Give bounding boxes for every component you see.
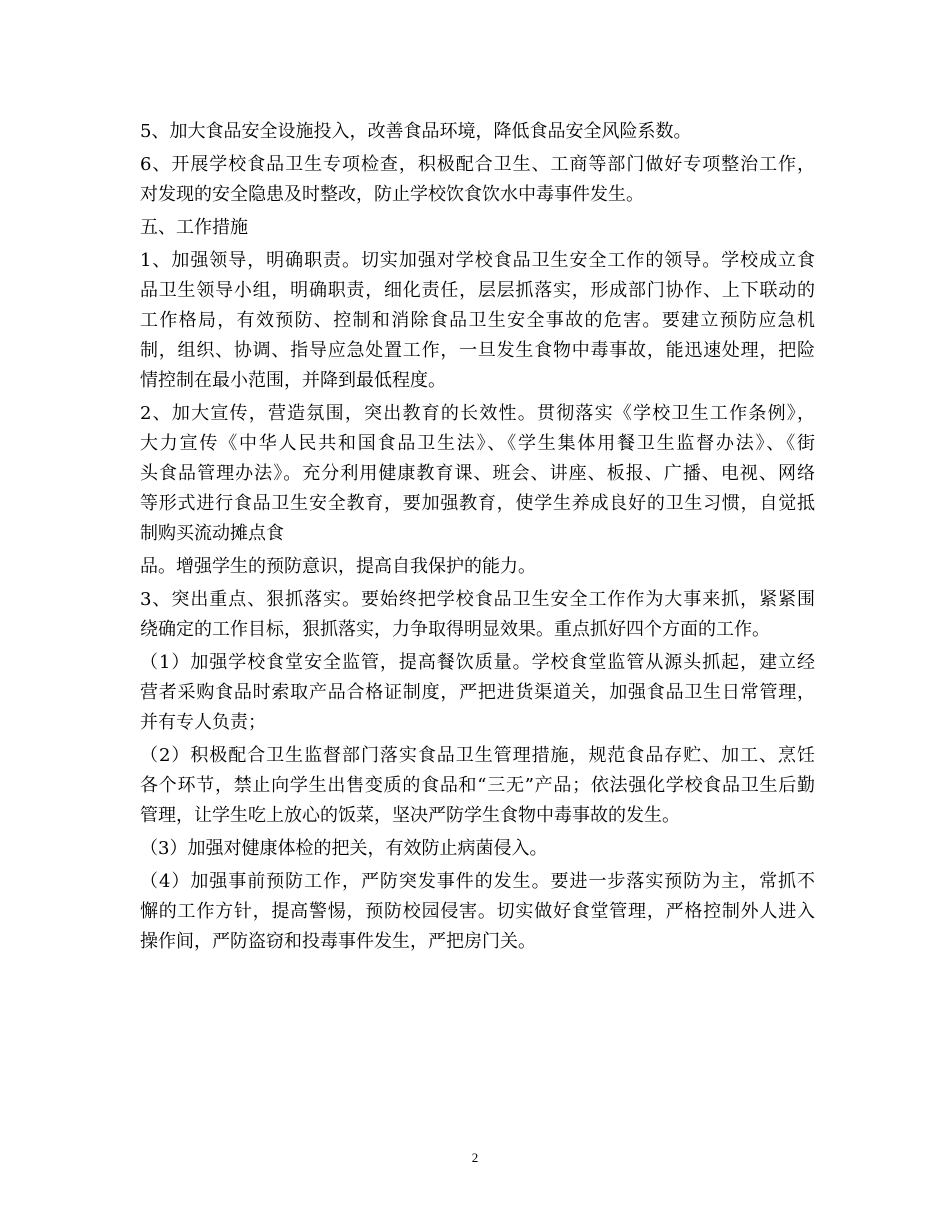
- text-line: 营者采购食品时索取产品合格证制度，严把进货渠道关，加强食品卫生日常管理，: [140, 682, 815, 703]
- text-line: 各个环节，禁止向学生出售变质的食品和“三无”产品；依法强化学校食品卫生后勤: [140, 775, 815, 796]
- text-line: 绕确定的工作目标，狠抓落实，力争取得明显效果。重点抓好四个方面的工作。: [140, 619, 770, 640]
- text-line: 操作间，严防盗窃和投毒事件发生，严把房门关。: [140, 931, 536, 952]
- text-line: 品。增强学生的预防意识，提高自我保护的能力。: [140, 556, 536, 577]
- text-line: 工作格局，有效预防、控制和消除食品卫生安全事故的危害。要建立预防应急机: [140, 310, 815, 331]
- text-line: 情控制在最小范围，并降到最低程度。: [140, 370, 446, 391]
- text-line: 头食品管理办法》。充分利用健康教育课、班会、讲座、板报、广播、电视、网络: [140, 463, 815, 484]
- text-line: 品卫生领导小组，明确职责，细化责任，层层抓落实，形成部门协作、上下联动的: [140, 280, 815, 301]
- text-line: （1）加强学校食堂安全监管，提高餐饮质量。学校食堂监管从源头抓起，建立经: [140, 652, 815, 673]
- text-line: 制购买流动摊点食: [140, 523, 284, 544]
- paragraph: [140, 741, 815, 831]
- text-line: 5、加大食品安全设施投入，改善食品环境，降低食品安全风险系数。: [140, 121, 692, 142]
- text-line: 五、工作措施: [140, 217, 248, 238]
- text-line: 大力宣传《中华人民共和国食品卫生法》、《学生集体用餐卫生监督办法》、《街: [140, 433, 815, 454]
- text-line: 制，组织、协调、指导应急处置工作，一旦发生食物中毒事故，能迅速处理，把险: [140, 340, 815, 361]
- document-body: [140, 117, 815, 960]
- text-line: 懈的工作方针，提高警惕，预防校园侵害。切实做好食堂管理，严格控制外人进入: [140, 901, 815, 922]
- text-line: 2、加大宣传，营造氛围，突出教育的长效性。贯彻落实《学校卫生工作条例》，: [140, 403, 815, 424]
- text-line: 6、开展学校食品卫生专项检查，积极配合卫生、工商等部门做好专项整治工作，: [140, 154, 815, 175]
- paragraph: [140, 213, 815, 243]
- text-line: 1、加强领导，明确职责。切实加强对学校食品卫生安全工作的领导。学校成立食: [140, 250, 815, 271]
- paragraph: [140, 834, 815, 864]
- paragraph: [140, 648, 815, 738]
- text-line: 3、突出重点、狠抓落实。要始终把学校食品卫生安全工作作为大事来抓，紧紧围: [140, 589, 815, 610]
- paragraph: [140, 117, 815, 147]
- paragraph: [140, 585, 815, 645]
- paragraph: [140, 150, 815, 210]
- text-line: 等形式进行食品卫生安全教育，要加强教育，使学生养成良好的卫生习惯，自觉抵: [140, 493, 815, 514]
- text-line: （2）积极配合卫生监督部门落实食品卫生管理措施，规范食品存贮、加工、烹饪: [140, 745, 815, 766]
- text-line: （3）加强对健康体检的把关，有效防止病菌侵入。: [140, 838, 548, 859]
- paragraph: [140, 246, 815, 396]
- paragraph: [140, 552, 815, 582]
- paragraph: [140, 399, 815, 549]
- page-number: 2: [471, 1150, 479, 1165]
- paragraph: [140, 867, 815, 957]
- text-line: 并有专人负责；: [140, 712, 266, 733]
- text-line: 管理，让学生吃上放心的饭菜，坚决严防学生食物中毒事故的发生。: [140, 805, 680, 826]
- text-line: （4）加强事前预防工作，严防突发事件的发生。要进一步落实预防为主，常抓不: [140, 871, 815, 892]
- text-line: 对发现的安全隐患及时整改，防止学校饮食饮水中毒事件发生。: [140, 184, 644, 205]
